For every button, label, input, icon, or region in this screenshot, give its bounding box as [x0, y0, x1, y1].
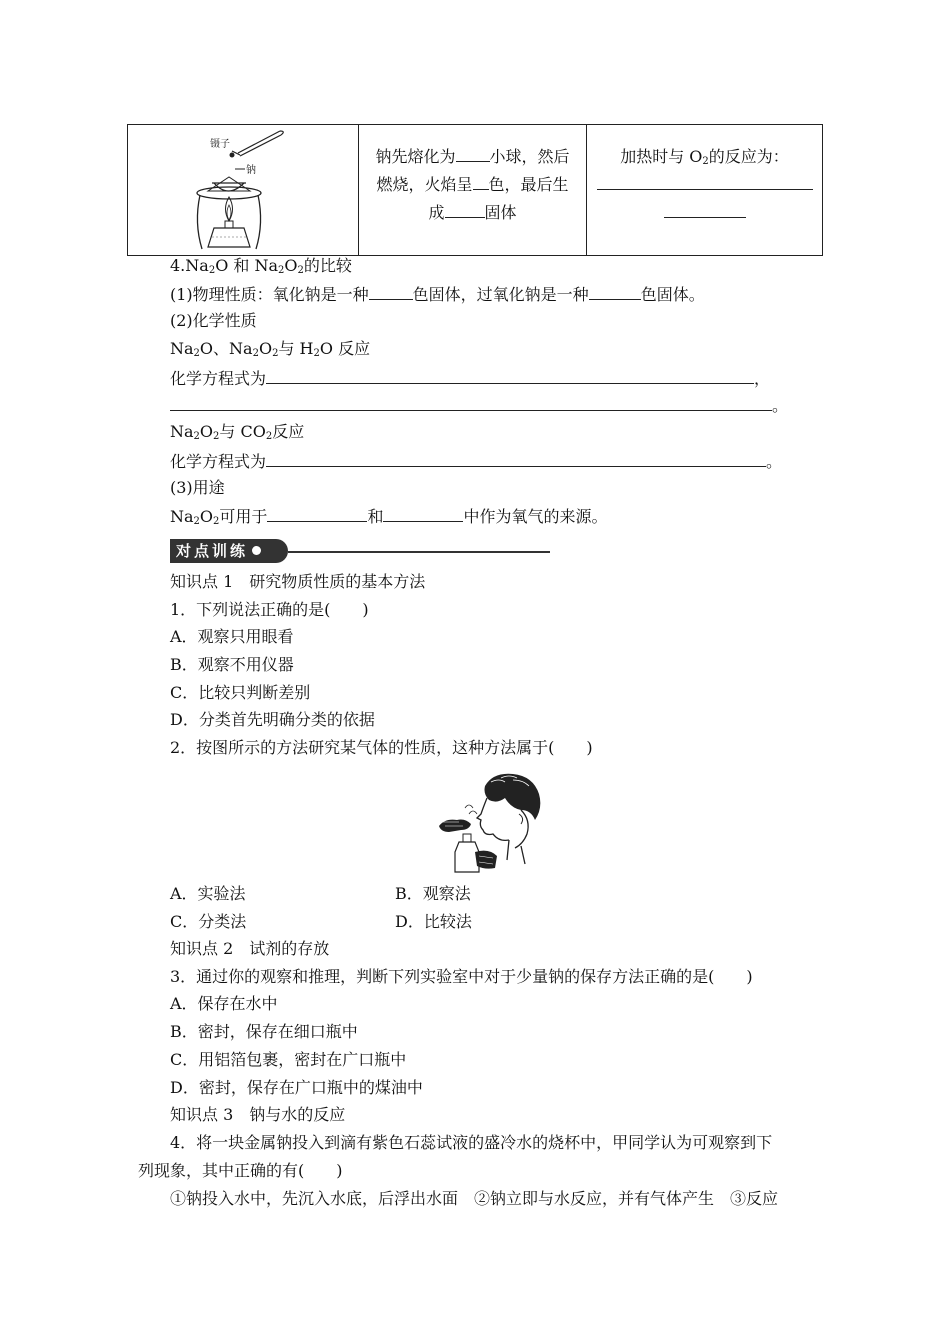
experiment-table	[127, 124, 823, 256]
question-2: 2．按图所示的方法研究某气体的性质，这种方法属于( )	[170, 738, 593, 757]
blank-na2o2-color[interactable]	[589, 281, 641, 300]
knowledge-point-3: 知识点 3 钠与水的反应	[170, 1105, 346, 1124]
use-heading: (3)用途	[170, 478, 225, 497]
chemical-properties-heading: (2)化学性质	[170, 311, 257, 330]
question-3: 3．通过你的观察和推理，判断下列实验室中对于少量钠的保存方法正确的是( )	[170, 967, 753, 986]
q3-option-b[interactable]: B．密封，保存在细口瓶中	[170, 1022, 358, 1041]
section4-title: $4.Na_2O$ 和 $Na_2O_2$的比较	[170, 256, 352, 276]
section-dot-icon	[252, 546, 261, 555]
blank-h2o-equation-2[interactable]	[170, 392, 772, 411]
blank-use-2[interactable]	[383, 503, 463, 522]
burner-apparatus-illustration	[128, 125, 358, 255]
blank-solid-color[interactable]	[445, 199, 485, 218]
co2-reaction-heading: $Na_2O_2$与 $CO_2$反应	[170, 422, 305, 442]
reaction-heading: 加热时与 $O_2$的反应为：	[620, 147, 789, 167]
blank-use-1[interactable]	[267, 503, 367, 522]
blank-flame-color[interactable]	[473, 171, 489, 190]
h2o-equation-line-2: 。	[170, 392, 788, 418]
reaction-blank-2[interactable]	[664, 217, 746, 218]
sodium-label: 钠	[246, 165, 256, 176]
question-4-line-1: 4．将一块金属钠投入到滴有紫色石蕊试液的盛冷水的烧杯中，甲同学认为可观察到下	[170, 1133, 773, 1152]
q2-option-a[interactable]: A．实验法	[170, 884, 246, 903]
blank-co2-equation[interactable]	[266, 448, 766, 467]
use-line: $Na_2O_2$可用于 和 中作为氧气的来源。	[170, 503, 607, 529]
h2o-reaction-heading: $Na_2O$、$Na_2O_2$与 $H_2O$ 反应	[170, 339, 371, 359]
blank-na2o-color[interactable]	[369, 281, 413, 300]
q1-option-c[interactable]: C．比较只判断差别	[170, 683, 311, 702]
q1-option-d[interactable]: D．分类首先明确分类的依据	[170, 710, 375, 729]
smelling-gas-illustration	[435, 768, 545, 878]
q2-option-b[interactable]: B．观察法	[395, 884, 471, 903]
q2-option-d[interactable]: D．比较法	[395, 912, 472, 931]
reaction-blank-1[interactable]	[597, 189, 813, 190]
practice-section-label: 对点训练	[170, 539, 288, 563]
h2o-equation-line: 化学方程式为 ，	[170, 365, 770, 391]
q1-option-a[interactable]: A．观察只用眼看	[170, 627, 294, 646]
phenomenon-text: 钠先熔化为 小球，然后 燃烧，火焰呈 色，最后生 成 固体	[369, 143, 576, 227]
blank-h2o-equation-1[interactable]	[266, 365, 754, 384]
q3-option-d[interactable]: D．密封，保存在广口瓶中的煤油中	[170, 1078, 423, 1097]
apparatus-cell	[128, 125, 358, 255]
reaction-cell	[586, 125, 822, 255]
section-divider	[288, 551, 550, 553]
question-4-line-3: ①钠投入水中，先沉入水底，后浮出水面 ②钠立即与水反应，并有气体产生 ③反应	[170, 1189, 779, 1208]
q1-option-b[interactable]: B．观察不用仪器	[170, 655, 294, 674]
question-4-line-2: 列现象，其中正确的有( )	[138, 1161, 343, 1180]
tweezers-label: 镊子	[210, 139, 230, 150]
blank-ball-state[interactable]	[456, 143, 490, 162]
phenomenon-cell	[358, 125, 586, 255]
q2-option-c[interactable]: C．分类法	[170, 912, 247, 931]
co2-equation-line: 化学方程式为 。	[170, 448, 782, 474]
knowledge-point-1: 知识点 1 研究物质性质的基本方法	[170, 572, 426, 591]
question-1: 1．下列说法正确的是( )	[170, 600, 369, 619]
physical-properties: (1)物理性质：氧化钠是一种 色固体，过氧化钠是一种 色固体。	[170, 281, 705, 307]
q3-option-a[interactable]: A．保存在水中	[170, 994, 278, 1013]
q3-option-c[interactable]: C．用铝箔包裹，密封在广口瓶中	[170, 1050, 407, 1069]
knowledge-point-2: 知识点 2 试剂的存放	[170, 939, 330, 958]
